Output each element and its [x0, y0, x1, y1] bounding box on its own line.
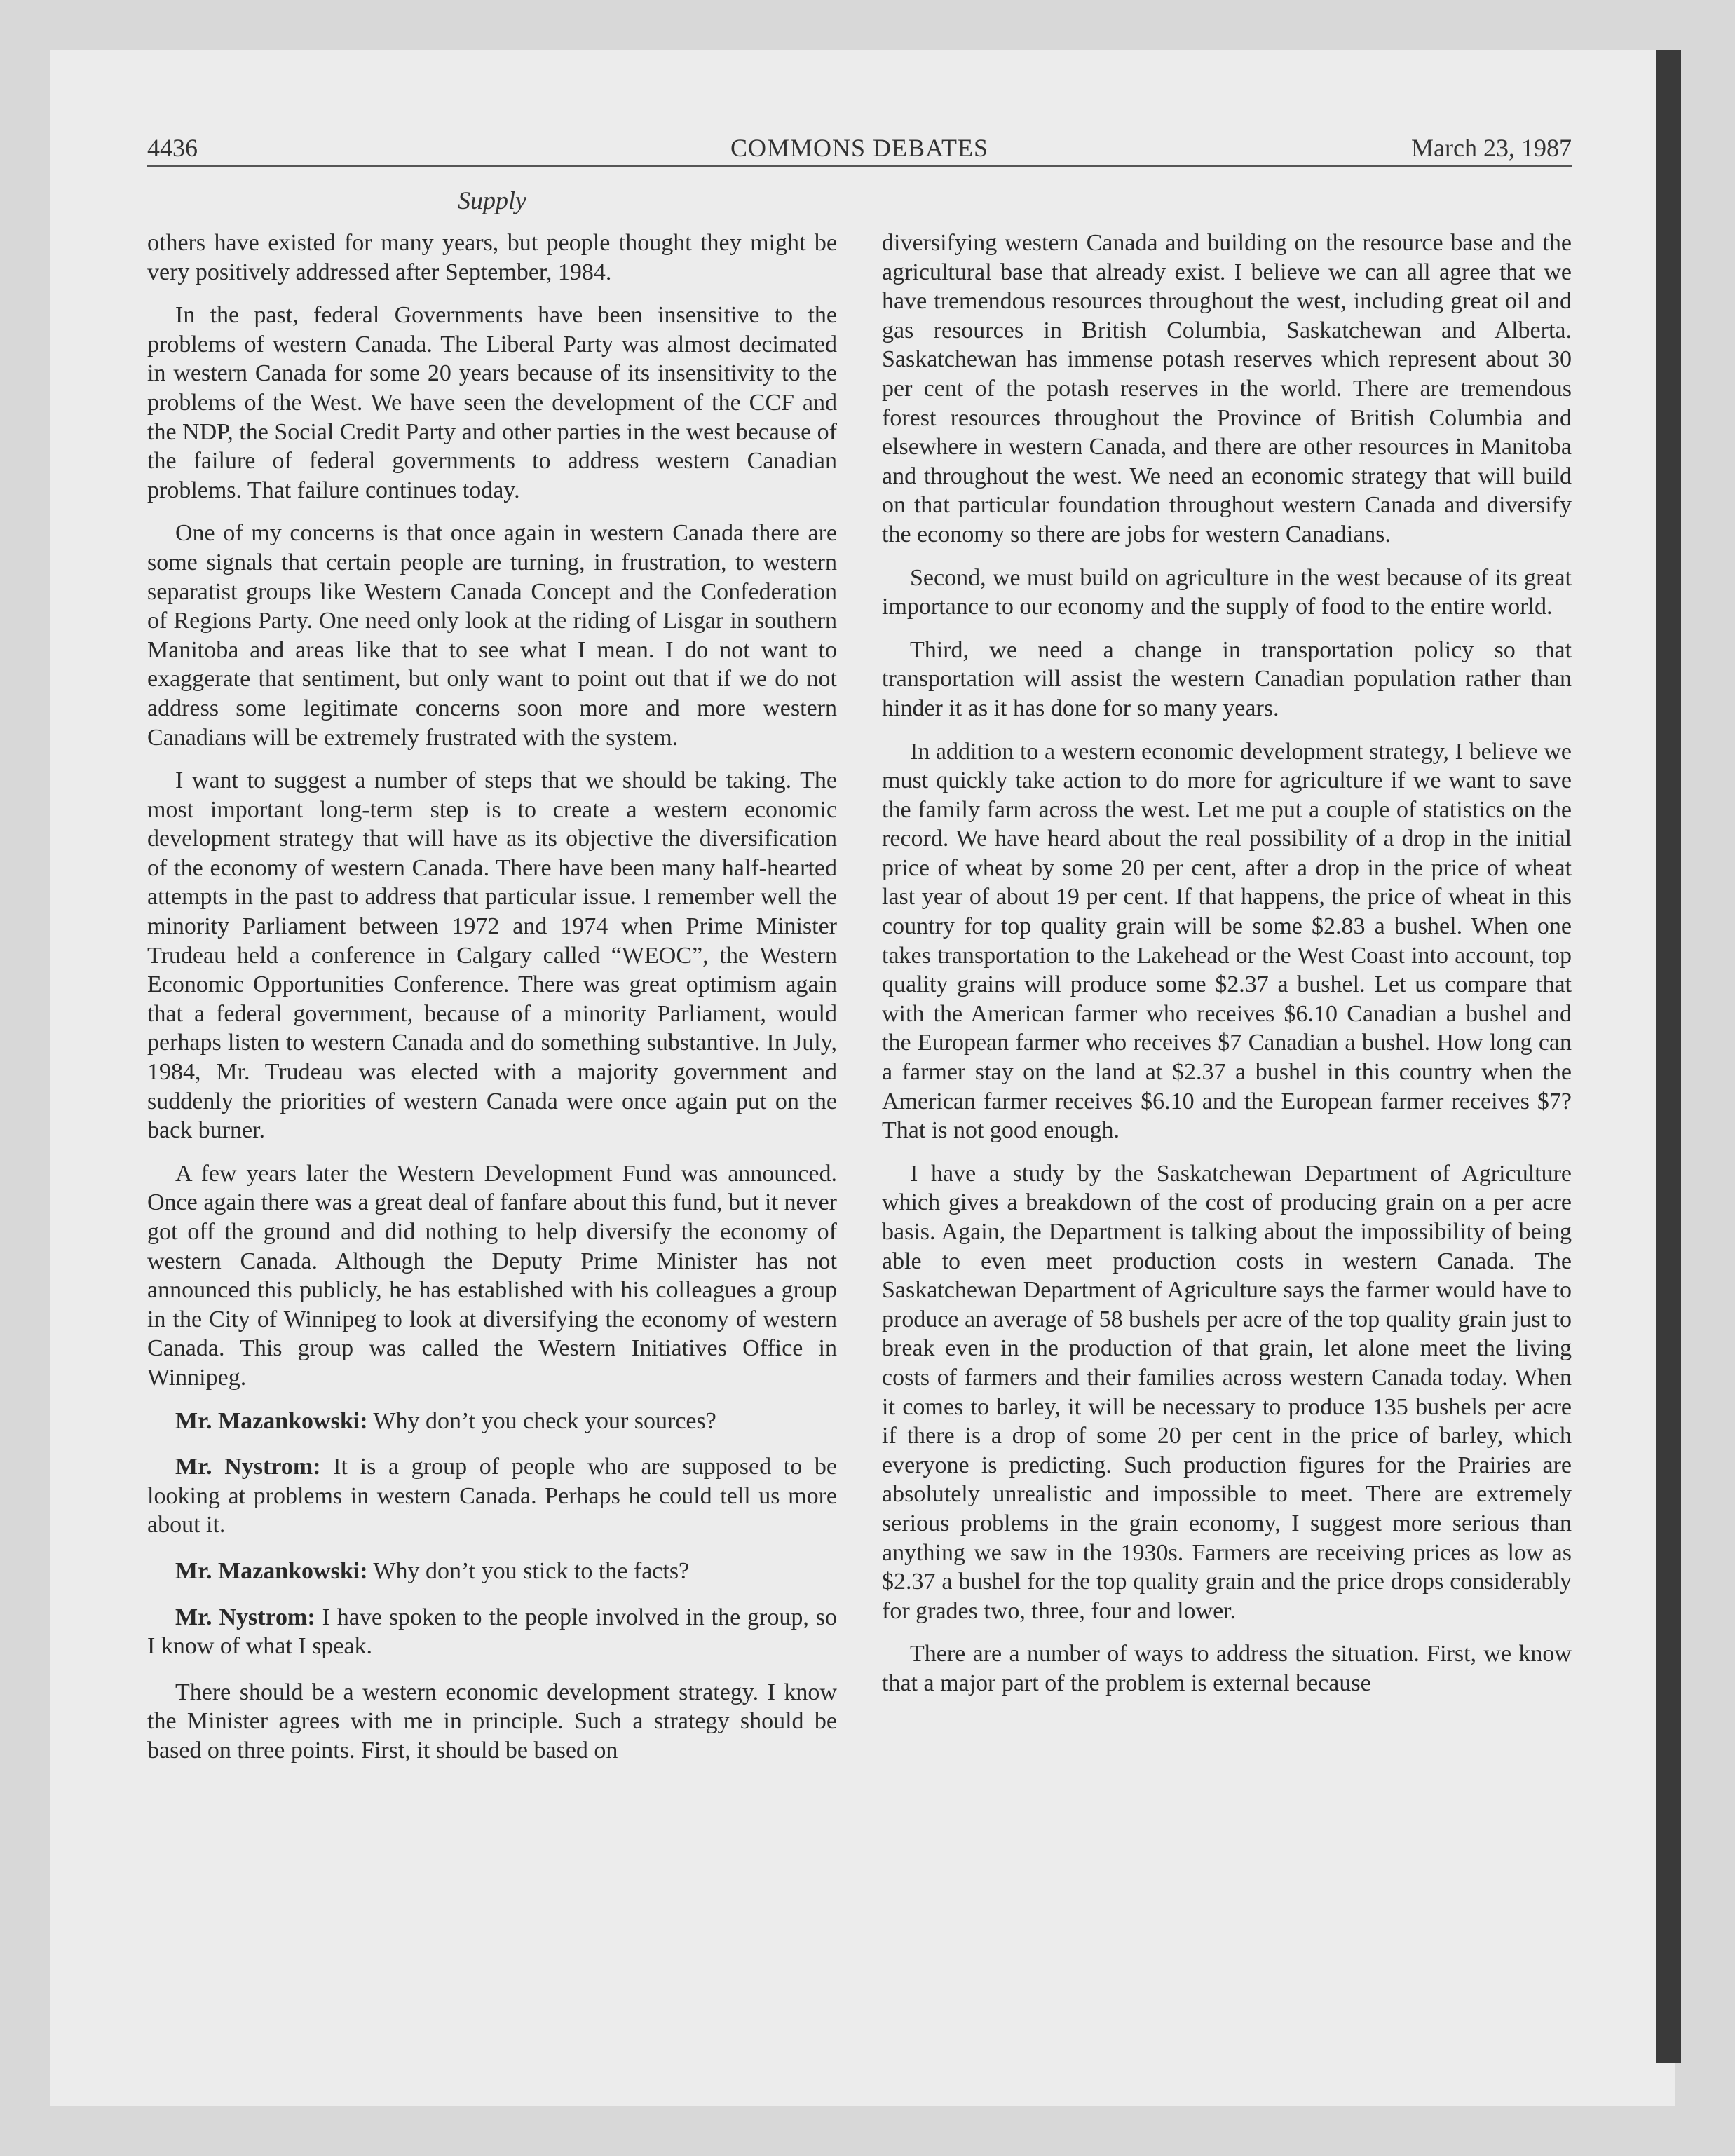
paragraph: Second, we must build on agriculture in the west because of its great importance to our economy and the supply of food to the entire world.: [882, 564, 1572, 620]
speaker-name: Mr. Mazankowski:: [175, 1407, 368, 1434]
speech-paragraph: Mr. Mazankowski: Why don’t you stick to the facts?: [175, 1557, 690, 1584]
page-number: 4436: [147, 134, 198, 162]
paragraph: In the past, federal Governments have been insensitive to the problems of western Canada. The Liberal Party was almost decimated in western Canada for some 20 years because of its insensitivity to the problems of the West. We have seen the development of the CCF and the NDP, the Social Credit Party and other parties in the west because of the failure of federal governments to address western Canadian problems. That failure continues today.: [147, 302, 837, 503]
paragraph: I have a study by the Saskatchewan Department of Agriculture which gives a breakdown of the cost of producing grain on a per acre basis. Again, the Department is talking about the impossibility of being able to even meet production costs in western Canada. The Saskatchewan Department of Agriculture says the farmer would have to produce an average of 58 bushels per acre of the top quality grain just to break even in the production of that grain, let alone meet the living costs of farmers and their families across western Canada today. When it comes to barley, it will be necessary to produce 135 bushels per acre if there is a drop of some 20 per cent in the price of barley, which everyone is predicting. Such production figures for the Prairies are absolutely unrealistic and impossible to meet. There are extremely serious problems in the grain economy, I suggest more serious than anything we saw in the 1930s. Farmers are receiving prices as low as $2.37 a bushel for the top quality grain and the price drops considerably for grades two, three, four and lower.: [882, 1160, 1572, 1624]
paragraph: There should be a western economic development strategy. I know the Minister agrees with me in principle. Such a strategy should be based on three points. First, it should be based on: [147, 1679, 837, 1763]
publication-title: COMMONS DEBATES: [730, 134, 989, 162]
speech-paragraph: Mr. Nystrom: It is a group of people who are supposed to be looking at problems in western Canada. Perhaps he could tell us more about it.: [147, 1454, 837, 1538]
paragraph: diversifying western Canada and building on the resource base and the agricultural base that already exist. I believe we can all agree that we have tremendous resources throughout the west, including great oil and gas resources in British Columbia, Saskatchewan and Alberta. Saskatchewan has immense potash reserves which represent about 30 per cent of the potash reserves in the world. There are tremendous forest resources throughout the Province of British Columbia and elsewhere in western Canada, and there are other resources in Manitoba and throughout the west. We need an economic strategy that will build on that particular foundation throughout western Canada and diversify the economy so there are jobs for western Canadians.: [882, 230, 1572, 547]
paragraph: I want to suggest a number of steps that we should be taking. The most important long-term step is to create a western economic development strategy that will have as its objective the diversification of the economy of western Canada. There have been many half-hearted attempts in the past to address that particular issue. I remember well the minority Parliament between 1972 and 1974 when Prime Minister Trudeau held a conference in Calgary called “WEOC”, the Western Economic Opportunities Conference. There was great optimism again that a federal government, because of a minority Parliament, would perhaps listen to western Canada and do something substantive. In July, 1984, Mr. Trudeau was elected with a majority government and suddenly the priorities of western Canada were once again put on the back burner.: [147, 767, 837, 1144]
speaker-name: Mr. Mazankowski:: [175, 1557, 368, 1584]
speaker-name: Mr. Nystrom:: [175, 1454, 321, 1480]
speech-paragraph: Mr. Mazankowski: Why don’t you check your sources?: [175, 1407, 716, 1434]
paragraph: There are a number of ways to address the situation. First, we know that a major part of the problem is external because: [882, 1641, 1572, 1696]
paragraph: others have existed for many years, but people thought they might be very positively addressed after September, 1984.: [147, 230, 837, 285]
speaker-name: Mr. Nystrom:: [175, 1604, 315, 1630]
section-heading: Supply: [458, 186, 526, 214]
paragraph: In addition to a western economic development strategy, I believe we must quickly take action to do more for agriculture if we want to save the family farm across the west. Let me put a couple of statistics on the record. We have heard about the real possibility of a drop in the initial price of wheat by some 20 per cent, after a drop in the price of wheat last year of about 19 per cent. If that happens, the price of wheat in this country for top quality grain will be some $2.83 a bushel. When one takes transportation to the Lakehead or the West Coast into account, top quality grains will produce some $2.37 a bushel. Let us compare that with the American farmer who receives $6.10 Canadian a bushel and the European farmer who receives $7 Canadian a bushel. How long can a farmer stay on the land at $2.37 a bushel in this country when the American farmer receives $6.10 and the European farmer receives $7? That is not good enough.: [882, 738, 1572, 1144]
page-header: [147, 130, 1572, 167]
paragraph: Third, we need a change in transportation policy so that transportation will assist the western Canadian population rather than hinder it as it has done for so many years.: [882, 636, 1572, 721]
paragraph: A few years later the Western Development Fund was announced. Once again there was a great deal of fanfare about this fund, but it never got off the ground and did nothing to help diversify the economy of western Canada. Although the Deputy Prime Minister has not announced this publicly, he has established with his colleagues a group in the City of Winnipeg to look at diversifying the economy of western Canada. This group was called the Western Initiatives Office in Winnipeg.: [147, 1160, 837, 1391]
speech-paragraph: Mr. Nystrom: I have spoken to the people involved in the group, so I know of what I speak.: [147, 1604, 837, 1660]
right-column: [882, 228, 1572, 1712]
scan-edge-shadow: [1656, 50, 1681, 2063]
paragraph: One of my concerns is that once again in western Canada there are some signals that certain people are turning, in frustration, to western separatist groups like Western Canada Concept and the Confederation of Regions Party. One need only look at the riding of Lisgar in southern Manitoba and areas like that to see what I mean. I do not want to exaggerate that sentiment, but only want to point out that if we do not address some legitimate concerns soon more and more western Canadians will be extremely frustrated with the system.: [147, 520, 837, 751]
publication-date: March 23, 1987: [1411, 134, 1572, 162]
left-column: [147, 228, 837, 1780]
